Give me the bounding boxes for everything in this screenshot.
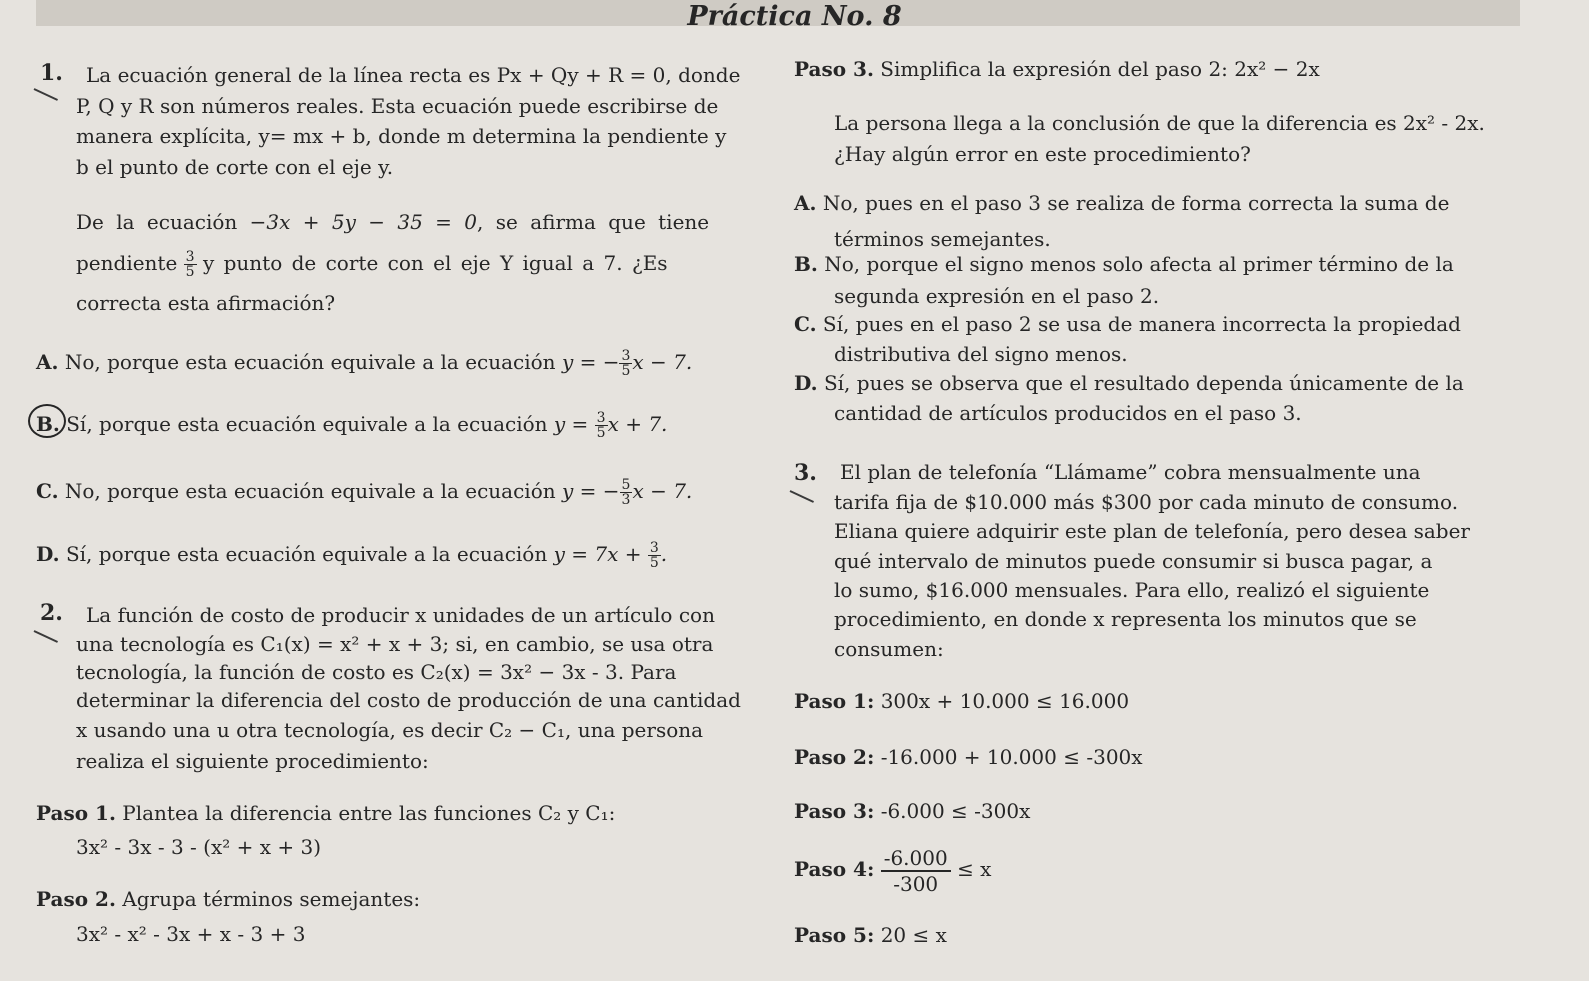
q3-check-mark [790,490,814,503]
q2-line3: tecnología, la función de costo es C₂(x) = 3x² − 3x - 3. Para [76,660,677,684]
q2-paso3: Paso 3. Simplifica la expresión del paso 2: 2x² − 2x [794,57,1320,81]
q2-line1: La función de costo de producir x unidades de un artículo con [86,603,715,627]
q2-paso2: Paso 2. Agrupa términos semejantes: [36,887,421,911]
q2-option-c[interactable]: C. Sí, pues en el paso 2 se usa de manera incorrecta la propiedad [794,312,1461,336]
q2-line5: x usando una u otra tecnología, es decir C₂ − C₁, una persona [76,718,704,742]
q2-line2: una tecnología es C₁(x) = x² + x + 3; si, en cambio, se usa otra [76,632,714,656]
q1-stem-line2: pendiente $\frac{3}{5}$ y punto de corte con el eje Y igual a 7. ¿Es [76,249,668,280]
q1-intro-line1: La ecuación general de la línea recta es Px + Qy + R = 0, donde [86,63,741,87]
q2-option-c-cont: distributiva del signo menos. [834,342,1128,366]
q1-option-a[interactable]: A. No, porque esta ecuación equivale a la ecuación y = − $\frac{3}{5}$ x − 7. [36,348,693,379]
q1-number: 1. [40,60,63,86]
q3-paso2: Paso 2: -16.000 + 10.000 ≤ -300x [794,745,1143,769]
q3-line6: procedimiento, en donde x representa los minutos que se [834,607,1417,631]
q3-line3: Eliana quiere adquirir este plan de telefonía, pero desea saber [834,519,1470,543]
slope-fraction: $\frac{3}{5}$ [185,249,195,280]
q2-option-a[interactable]: A. No, pues en el paso 3 se realiza de forma correcta la suma de [794,191,1450,215]
q2-line4: determinar la diferencia del costo de producción de una cantidad [76,688,741,712]
q2-option-a-cont: términos semejantes. [834,227,1051,251]
q1-intro-line4: b el punto de corte con el eje y. [76,155,394,179]
q1-option-d[interactable]: D. Sí, porque esta ecuación equivale a la ecuación y = 7x + $\frac{3}{5}$ . [36,540,668,571]
q2-line6: realiza el siguiente procedimiento: [76,749,429,773]
q3-line5: lo sumo, $16.000 mensuales. Para ello, realizó el siguiente [834,578,1430,602]
q1-option-b[interactable]: B. Sí, porque esta ecuación equivale a la ecuación y = $\frac{3}{5}$ x + 7. [36,410,668,441]
q1-intro-line3: manera explícita, y= mx + b, donde m determina la pendiente y [76,124,727,148]
q3-line7: consumen: [834,637,944,661]
q2-option-b[interactable]: B. No, porque el signo menos solo afecta al primer término de la [794,252,1454,276]
q2-question: ¿Hay algún error en este procedimiento? [834,142,1251,166]
q2-paso1-expression: 3x² - 3x - 3 - (x² + x + 3) [76,835,322,859]
q2-check-mark [34,630,58,643]
q2-option-d-cont: cantidad de artículos producidos en el paso 3. [834,401,1302,425]
q3-paso1: Paso 1: 300x + 10.000 ≤ 16.000 [794,689,1130,713]
q1-option-c[interactable]: C. No, porque esta ecuación equivale a la ecuación y = − $\frac{5}{3}$ x − 7. [36,477,693,508]
q2-option-b-cont: segunda expresión en el paso 2. [834,284,1160,308]
q3-number: 3. [794,460,817,486]
q1-stem-line3: correcta esta afirmación? [76,291,336,315]
paso4-fraction: $\frac{-6.000}{-300}$ [881,846,951,896]
q1-check-mark [34,88,58,101]
q2-conclusion: La persona llega a la conclusión de que la diferencia es 2x² - 2x. [834,111,1485,135]
q2-number: 2. [40,600,63,626]
q2-option-d[interactable]: D. Sí, pues se observa que el resultado dependa únicamente de la [794,371,1464,395]
q3-line2: tarifa fija de $10.000 más $300 por cada minuto de consumo. [834,490,1459,514]
q3-paso5: Paso 5: 20 ≤ x [794,923,947,947]
q3-paso3: Paso 3: -6.000 ≤ -300x [794,799,1031,823]
q3-line4: qué intervalo de minutos puede consumir si busca pagar, a [834,549,1433,573]
q3-line1: El plan de telefonía “Llámame” cobra mensualmente una [840,460,1421,484]
q2-paso2-expression: 3x² - x² - 3x + x - 3 + 3 [76,922,306,946]
q1-intro-line2: P, Q y R son números reales. Esta ecuación puede escribirse de [76,94,719,118]
q1-stem-line1: De la ecuación −3x + 5y − 35 = 0, se afirma que tiene [76,210,710,234]
q2-paso1: Paso 1. Plantea la diferencia entre las funciones C₂ y C₁: [36,801,616,825]
q3-paso4: Paso 4: $\frac{-6.000}{-300}$ ≤ x [794,845,992,896]
page-title: Práctica No. 8 [687,1,902,32]
